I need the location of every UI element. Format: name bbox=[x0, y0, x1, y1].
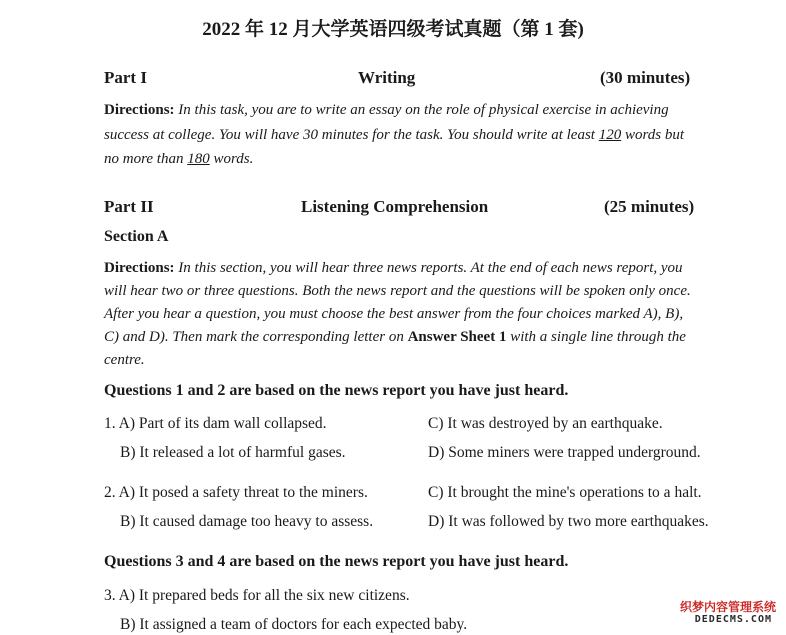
q2-option-d: D) It was followed by two more earthquakes. bbox=[428, 513, 709, 530]
q2-option-c: C) It brought the mine's operations to a halt. bbox=[428, 484, 702, 501]
q1-option-a: 1. A) Part of its dam wall collapsed. bbox=[104, 415, 327, 432]
part1-name: Writing bbox=[358, 68, 416, 87]
questions-1-2-heading: Questions 1 and 2 are based on the news report you have just heard. bbox=[104, 382, 569, 399]
part2-directions bbox=[104, 257, 700, 372]
part1-directions bbox=[104, 98, 700, 172]
watermark-logo-text: 织梦内容管理系统 bbox=[679, 600, 776, 614]
directions-label: Directions: bbox=[104, 102, 175, 118]
q3-option-b: B) It assigned a team of doctors for each expected baby. bbox=[120, 616, 468, 633]
directions-text: In this task, you are to write an essay on the role of physical exercise in achieving success at college. You will have 30 minutes for the task. You should write at least bbox=[104, 102, 669, 143]
q1-option-b: B) It released a lot of harmful gases. bbox=[120, 444, 346, 461]
min-words: 120 bbox=[598, 126, 622, 143]
part2-label: Part II bbox=[104, 197, 154, 216]
q2-option-b: B) It caused damage too heavy to assess. bbox=[120, 513, 374, 530]
q2-option-a: 2. A) It posed a safety threat to the miners. bbox=[104, 484, 368, 501]
directions-text: In this section, you will hear three news reports. At the end of each news report, you will hear two or three questions. Both the news report and the questions will be spoken only once. After you hear a question, you must choose the best answer from the four choices marked A), B), C) and D). Then mark the corresponding letter on bbox=[104, 260, 691, 345]
directions-text: words but no more than bbox=[104, 126, 685, 167]
directions-label: Directions: bbox=[104, 260, 175, 276]
part1-label: Part I bbox=[104, 68, 147, 87]
questions-3-4-heading: Questions 3 and 4 are based on the news report you have just heard. bbox=[104, 553, 569, 570]
page-title: 2022 年 12 月大学英语四级考试真题（第 1 套) bbox=[202, 19, 584, 40]
part2-time: (25 minutes) bbox=[604, 197, 695, 216]
q3-option-a: 3. A) It prepared beds for all the six new citizens. bbox=[104, 587, 410, 604]
q1-option-c: C) It was destroyed by an earthquake. bbox=[428, 415, 663, 432]
watermark-site: DEDECMS.COM bbox=[694, 614, 772, 625]
section-a-heading: Section A bbox=[104, 228, 169, 245]
directions-text: with a single line through the centre. bbox=[104, 329, 686, 368]
part2-name: Listening Comprehension bbox=[301, 197, 489, 216]
q1-option-d: D) Some miners were trapped underground. bbox=[428, 444, 701, 461]
answer-sheet-label: Answer Sheet 1 bbox=[407, 329, 507, 345]
directions-text: words. bbox=[213, 151, 254, 167]
max-words: 180 bbox=[187, 151, 210, 167]
part1-time: (30 minutes) bbox=[600, 68, 691, 87]
